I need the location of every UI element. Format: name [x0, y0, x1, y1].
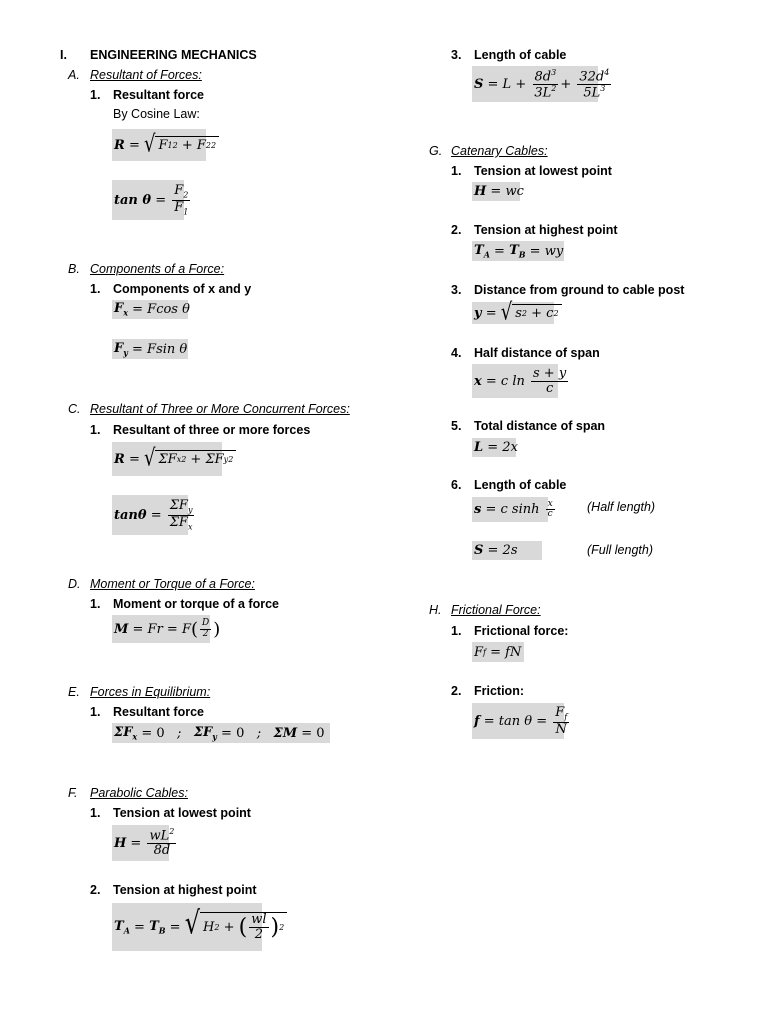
section-h-title: Frictional Force:: [451, 603, 541, 617]
catenary-y-equation: y = √ s 2 + c 2: [472, 302, 554, 324]
f-item3-number: 3.: [451, 48, 462, 62]
parabolic-ta-tb-equation: $T_A$ = $T_B$ = √ H 2 + ( $\frac{wl}{2}$ ) 2: [112, 903, 262, 951]
g-item5-title: Total distance of span: [474, 419, 606, 433]
section-b-letter: B.: [68, 262, 80, 276]
g-item2-number: 2.: [451, 223, 462, 237]
resultant-force-equation: R = √ F 1 2 + F 2 2: [112, 129, 206, 161]
f-item2-title: Tension at highest point: [113, 883, 257, 897]
section-d-title: Moment or Torque of a Force:: [90, 577, 255, 591]
d-item1-title: Moment or torque of a force: [113, 597, 279, 611]
fy-equation: $F_y$ = Fsin θ: [114, 340, 188, 358]
g-item6-number: 6.: [451, 478, 462, 492]
g-item1-number: 1.: [451, 164, 462, 178]
g-item3-number: 3.: [451, 283, 462, 297]
section-c-title: Resultant of Three or More Concurrent Forces:: [90, 402, 350, 416]
friction-equation: f = tan θ = $\frac{F_f}{N}$: [472, 703, 564, 739]
h-item2-title: Friction:: [474, 684, 524, 698]
a-item1-number: 1.: [90, 88, 101, 102]
a-item1-title: Resultant force: [113, 88, 204, 102]
section-b-title: Components of a Force:: [90, 262, 225, 276]
e-item1-number: 1.: [90, 705, 101, 719]
b-item1-number: 1.: [90, 282, 101, 296]
e-item1-title: Resultant force: [113, 705, 204, 719]
catenary-x-equation: x = c ln $\frac{s + y}{c}$: [472, 364, 558, 398]
catenary-ta-tb-equation: $T_A$ = $T_B$ = wy: [474, 242, 564, 260]
h-item2-number: 2.: [451, 684, 462, 698]
g-item6-title: Length of cable: [474, 478, 567, 492]
frictional-force-equation: F f = fN: [472, 642, 524, 662]
section-h-letter: H.: [429, 603, 442, 617]
tan-theta-sum-equation: tanθ = $\frac{\Sigma F_y}{\Sigma F_x}$: [112, 495, 188, 535]
section-d-letter: D.: [68, 577, 81, 591]
f-item3-title: Length of cable: [474, 48, 567, 62]
section-a-title: Resultant of Forces:: [90, 68, 202, 82]
h-item1-title: Frictional force:: [474, 624, 569, 638]
h-item1-number: 1.: [451, 624, 462, 638]
section-g-title: Catenary Cables:: [451, 144, 548, 158]
catenary-s-full-equation: S = 2s: [472, 541, 542, 560]
g-item2-title: Tension at highest point: [474, 223, 618, 237]
catenary-h-equation: H = wc: [474, 184, 524, 199]
moment-equation: M = Fr = F ( $\frac{D}{2}$ ): [112, 615, 210, 643]
parabolic-h-equation: H = $\frac{wL^2}{8d}$: [112, 825, 169, 861]
g-item3-title: Distance from ground to cable post: [474, 283, 685, 297]
c-item1-number: 1.: [90, 423, 101, 437]
g-item5-number: 5.: [451, 419, 462, 433]
fx-equation: $F_x$ = Fcos θ: [114, 301, 190, 318]
section-f-title: Parabolic Cables:: [90, 786, 188, 800]
section-e-title: Forces in Equilibrium:: [90, 685, 211, 699]
g-item4-number: 4.: [451, 346, 462, 360]
half-length-note: (Half length): [587, 500, 656, 514]
section-a-letter: A.: [68, 68, 80, 82]
g-item4-title: Half distance of span: [474, 346, 600, 360]
d-item1-number: 1.: [90, 597, 101, 611]
cosine-law-note: By Cosine Law:: [113, 107, 200, 121]
section-e-letter: E.: [68, 685, 80, 699]
f-item1-title: Tension at lowest point: [113, 806, 251, 820]
section-f-letter: F.: [68, 786, 78, 800]
section-c-letter: C.: [68, 402, 81, 416]
full-length-note: (Full length): [587, 543, 653, 557]
b-item1-title: Components of x and y: [113, 282, 252, 296]
equilibrium-equations: $\Sigma F_x$ = 0 ; $\Sigma F_y$ = 0 ; ΣM = 0: [112, 723, 330, 743]
catenary-l-equation: L = 2x: [474, 440, 518, 455]
section-roman-numeral: I.: [60, 48, 67, 62]
parabolic-length-equation: S = L + $\frac{8d^3}{3L^2}$ + $\frac{32d^4}{5L^3}$: [472, 66, 598, 102]
resultant-concurrent-equation: R = √ ΣF x 2 + ΣF y 2: [112, 442, 222, 476]
document-title: ENGINEERING MECHANICS: [90, 48, 257, 62]
tan-theta-equation: tan θ = $\frac{F_2}{F_1}$: [112, 180, 184, 220]
g-item1-title: Tension at lowest point: [474, 164, 612, 178]
f-item2-number: 2.: [90, 883, 101, 897]
c-item1-title: Resultant of three or more forces: [113, 423, 311, 437]
section-g-letter: G.: [429, 144, 443, 158]
catenary-s-half-equation: s = c sinh $\frac{x}{c}$: [472, 497, 548, 522]
f-item1-number: 1.: [90, 806, 101, 820]
